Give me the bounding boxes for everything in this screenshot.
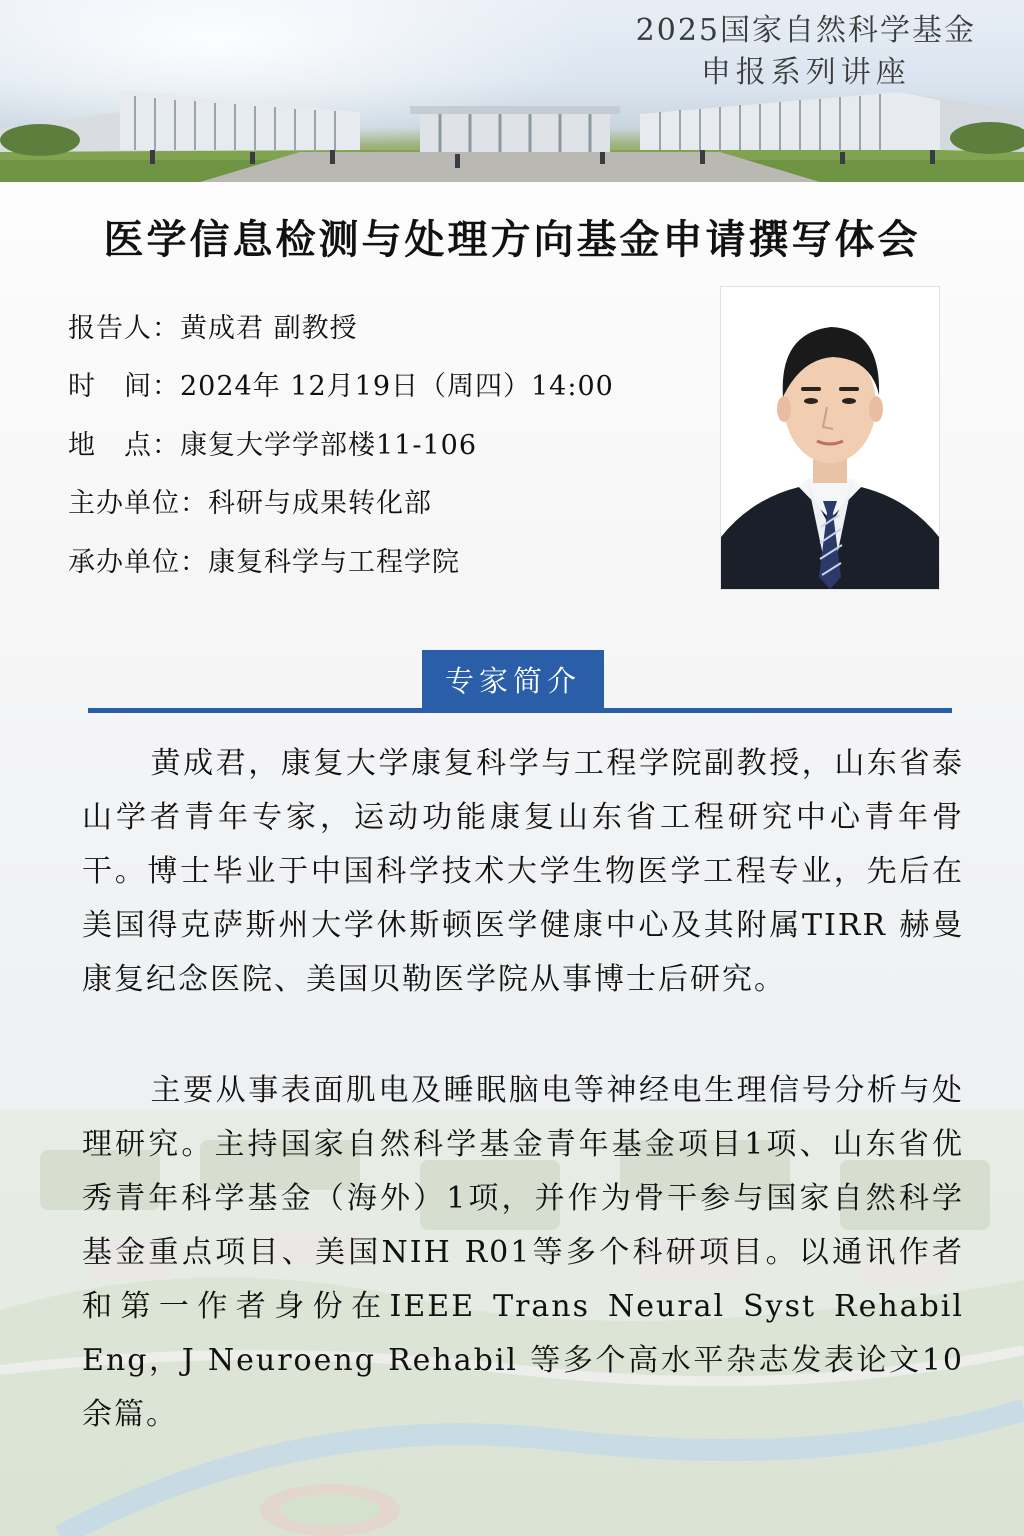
info-label: 时 间： xyxy=(68,371,180,403)
info-row-organizer xyxy=(68,472,614,531)
speaker-portrait xyxy=(720,286,940,590)
info-value: 康复科学与工程学院 xyxy=(208,546,460,578)
section-rule xyxy=(88,708,952,713)
info-row-host xyxy=(68,530,614,589)
series-line-1: 2025国家自然科学基金 xyxy=(635,13,976,48)
info-label: 报告人： xyxy=(68,312,180,344)
bio-paragraph-1-text: 黄成君，康复大学康复科学与工程学院副教授，山东省泰山学者青年专家，运动功能康复山东省工程研究中心青年骨干。博士毕业于中国科学技术大学生物医学工程专业，先后在美国得克萨斯州大学休斯顿医学健康中心及其附属TIRR 赫曼康复纪念医院、美国贝勒医学院从事博士后研究。 xyxy=(82,746,964,997)
header-banner xyxy=(0,0,1024,182)
series-line-2: 申报系列讲座 xyxy=(700,55,911,90)
bio-paragraph-2-text: 主要从事表面肌电及睡眠脑电等神经电生理信号分析与处理研究。主持国家自然科学基金青年基金项目1项、山东省优秀青年科学基金（海外）1项，并作为骨干参与国家自然科学基金重点项目、美国NIH R01等多个科研项目。以通讯作者和第一作者身份在IEEE Trans Neural Syst Rehabil Eng，J Neuroeng Rehabil 等多个高水平杂志发表论文10余篇。 xyxy=(82,1073,964,1432)
portrait-illustration xyxy=(721,287,939,589)
section-header xyxy=(0,650,1024,714)
info-value: 康复大学学部楼11-106 xyxy=(180,429,478,461)
bio-paragraph-1 xyxy=(82,737,964,1007)
info-label: 主办单位： xyxy=(68,488,208,520)
info-row-time xyxy=(68,355,614,414)
lecture-title: 医学信息检测与处理方向基金申请撰写体会 xyxy=(103,216,921,263)
info-value: 2024年 12月19日（周四）14:00 xyxy=(180,371,614,403)
lecture-info xyxy=(68,296,614,589)
series-title xyxy=(636,10,976,94)
info-value: 科研与成果转化部 xyxy=(208,488,432,520)
info-row-location xyxy=(68,413,614,472)
info-value: 黄成君 副教授 xyxy=(180,312,358,344)
info-row-speaker xyxy=(68,296,614,355)
bio-paragraph-2 xyxy=(82,1064,964,1442)
info-label: 承办单位： xyxy=(68,546,208,578)
section-title: 专家简介 xyxy=(422,650,604,708)
info-label: 地 点： xyxy=(68,429,180,461)
